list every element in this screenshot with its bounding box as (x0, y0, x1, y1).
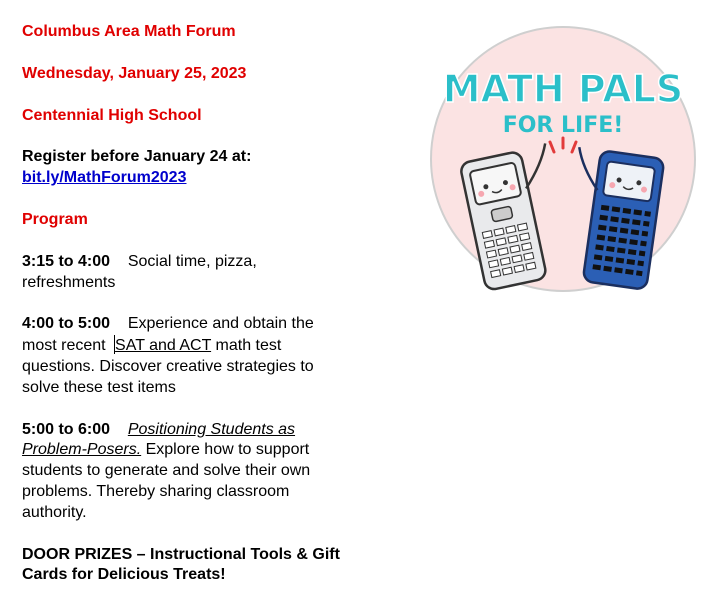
program-time: 4:00 to 5:00 (22, 315, 111, 333)
program-item (22, 314, 352, 398)
program-desc: math test questions. Discover creative strategies to solve these test items (22, 337, 314, 396)
flyer-text (22, 22, 352, 586)
program-desc: Explore how to support students to generate and solve their own problems. Thereby sharing classroom authority. (22, 441, 311, 521)
logo-title-line1: MATH PALS (442, 67, 684, 111)
logo-title-line2: FOR LIFE! (502, 113, 624, 138)
event-name: Columbus Area Math Forum (22, 23, 236, 40)
program-desc: Experience and obtain the most recent (22, 315, 314, 355)
session-title: Positioning Students as Problem-Posers. (22, 420, 296, 459)
program-desc: Social time, pizza, refreshments (22, 252, 257, 291)
door-prizes: DOOR PRIZES – Instructional Tools & Gift Cards for Delicious Treats! (22, 545, 340, 584)
event-date: Wednesday, January 25, 2023 (22, 64, 247, 82)
event-venue: Centennial High School (22, 106, 202, 124)
program-time: 3:15 to 4:00 (22, 252, 111, 270)
program-heading: Program (22, 210, 88, 228)
program-time: 5:00 to 6:00 (22, 420, 111, 438)
program-item (22, 252, 352, 294)
sat-act-link[interactable]: SAT and ACT (115, 337, 212, 355)
program-item (22, 420, 352, 524)
registration-link[interactable]: bit.ly/MathForum2023 (22, 169, 187, 187)
math-pals-logo (428, 24, 698, 294)
register-label: Register before January 24 at: (22, 148, 252, 166)
